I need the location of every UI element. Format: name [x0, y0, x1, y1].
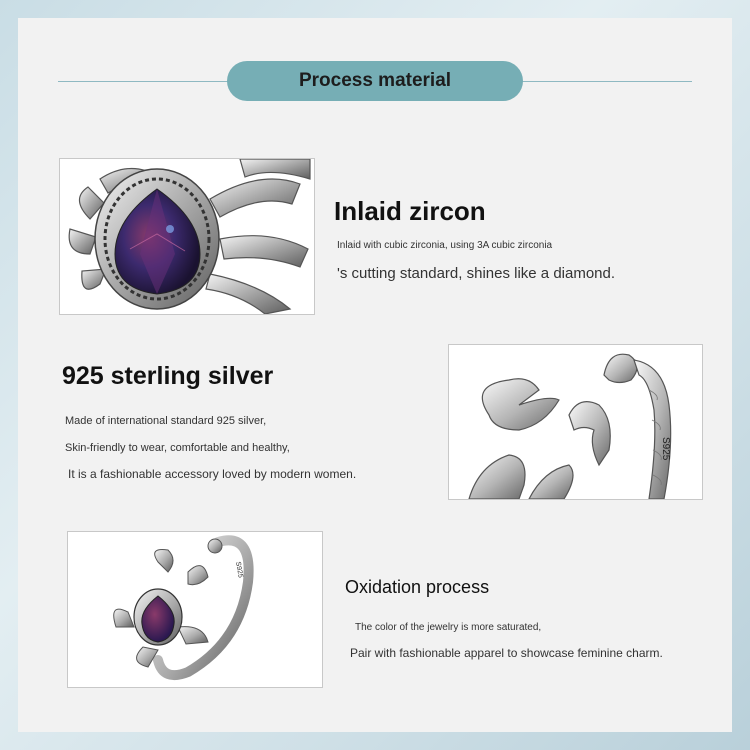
silver-title: 925 sterling silver [62, 362, 274, 390]
zircon-line-1: Inlaid with cubic zirconia, using 3A cubic zirconia [337, 240, 553, 251]
silver-closeup-image [448, 344, 703, 500]
section-header-title: Process material [298, 70, 452, 91]
oxidation-line-1: The color of the jewelry is more saturated, [355, 622, 542, 633]
silver-line-2: Skin-friendly to wear, comfortable and healthy, [65, 442, 290, 454]
zircon-closeup-image [59, 158, 315, 315]
zircon-title: Inlaid zircon [334, 196, 486, 226]
oxidation-title: Oxidation process [345, 577, 490, 597]
silver-line-3: It is a fashionable accessory loved by modern women. [68, 467, 357, 481]
ring-full-image [67, 531, 323, 688]
header-divider-right [522, 81, 692, 82]
header-divider-left [58, 81, 228, 82]
zircon-line-2: 's cutting standard, shines like a diamond. [337, 265, 616, 282]
silver-line-1: Made of international standard 925 silver, [65, 415, 267, 427]
oxidation-line-2: Pair with fashionable apparel to showcase feminine charm. [350, 646, 663, 660]
section-header-pill [227, 61, 523, 101]
silver-stamp-text: S925 [660, 437, 671, 461]
ring-stamp-text: S925 [234, 561, 244, 579]
